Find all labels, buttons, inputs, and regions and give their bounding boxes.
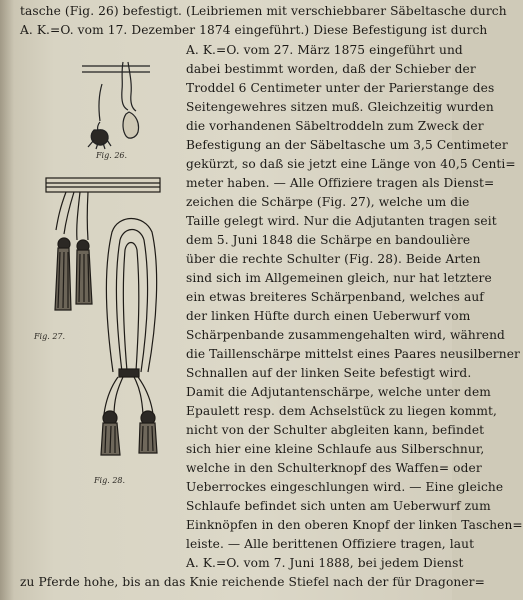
text-line: meter haben. — Alle Offiziere tragen als Dienst= [186,176,495,190]
text-line: zu Pferde hohe, bis an das Knie reichende Stiefel nach der für Dragoner= [20,575,485,589]
figure-28-sash-bandouliere [96,212,176,464]
text-line: Epaulett resp. dem Achselstück zu liegen kommt, [186,404,498,418]
text-line: Einknöpfen in den oberen Knopf der linken Taschen= [186,518,523,532]
text-line: tasche (Fig. 26) befestigt. (Leibriemen mit verschiebbarer Säbeltasche durch [20,4,507,18]
figure-26-label: Fig. 26. [96,151,128,160]
text-line: Ueberrockes eingeschlungen wird. — Eine gleiche [186,480,504,494]
text-line: sich hier eine kleine Schlaufe aus Silberschnur, [186,442,485,456]
figure-26-sword-knot [78,48,156,152]
text-line: Schnallen auf der linken Seite befestigt wird. [186,366,472,380]
book-spine-shadow [0,0,14,600]
text-line: Schärpenbande zusammengehalten wird, während [186,328,505,342]
text-line: dem 5. Juni 1848 die Schärpe en bandoulière [186,233,471,247]
text-line: A. K.=O. vom 27. März 1875 eingeführt und [186,43,463,57]
text-line: Schlaufe befindet sich unten am Ueberwurf zum [186,499,491,513]
text-line: ein etwas breiteres Schärpenband, welches auf [186,290,484,304]
text-line: nicht von der Schulter abgleiten kann, befindet [186,423,485,437]
text-line: über die rechte Schulter (Fig. 28). Beide Arten [186,252,481,266]
figure-27-label: Fig. 27. [34,332,66,341]
text-line: A. K.=O. vom 17. Dezember 1874 eingeführt.) Diese Befestigung ist durch [20,23,488,37]
figure-28-label: Fig. 28. [94,476,126,485]
text-line: gekürzt, so daß sie jetzt eine Länge von 40,5 Centi= [186,157,516,171]
text-line: zeichen die Schärpe (Fig. 27), welche um die [186,195,470,209]
text-line: dabei bestimmt worden, daß der Schieber der [186,62,476,76]
text-line: Taille gelegt wird. Nur die Adjutanten tragen seit [186,214,497,228]
text-line: Damit die Adjutantenschärpe, welche unter dem [186,385,491,399]
text-line: Seitengewehres sitzen muß. Gleichzeitig wurden [186,100,494,114]
text-line: die Taillenschärpe mittelst eines Paares neusilberner [186,347,520,361]
text-line: Troddel 6 Centimeter unter der Parierstange des [186,81,495,95]
text-line: der linken Hüfte durch einen Ueberwurf vom [186,309,471,323]
text-line: welche in den Schulterknopf des Waffen= oder [186,461,482,475]
text-line: A. K.=O. vom 7. Juni 1888, bei jedem Dienst [186,556,464,570]
text-line: Befestigung an der Säbeltasche um 3,5 Centimeter [186,138,508,152]
text-line: sind sich im Allgemeinen gleich, nur hat letztere [186,271,492,285]
text-line: die vorhandenen Säbeltroddeln zum Zweck der [186,119,484,133]
text-line: leiste. — Alle berittenen Offiziere tragen, laut [186,537,475,551]
